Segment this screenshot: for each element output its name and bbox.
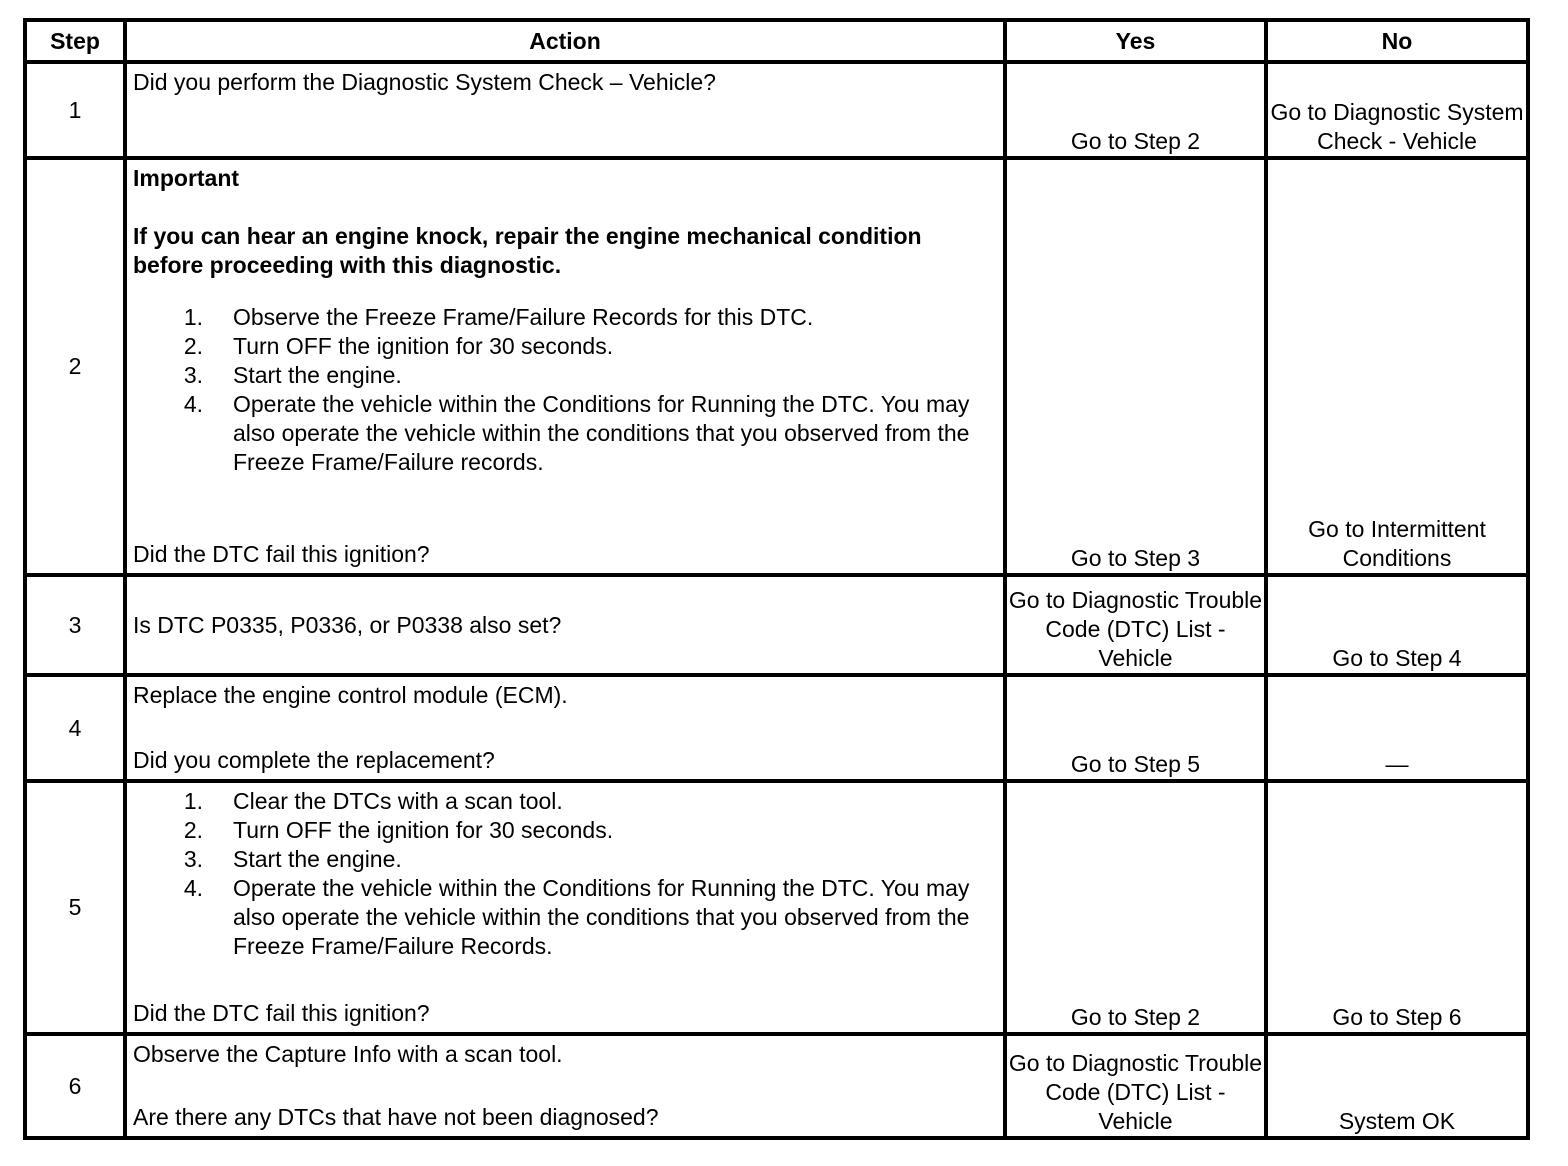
table-row (25, 1034, 1528, 1138)
no-result: Go to Step 4 (1266, 575, 1528, 675)
procedure-step-number: 2. (183, 333, 203, 359)
action-cell (125, 781, 1005, 1034)
no-result: System OK (1266, 1034, 1528, 1138)
no-result: — (1266, 675, 1528, 781)
yes-result: Go to Step 2 (1005, 781, 1266, 1034)
diagnostic-table (23, 18, 1530, 1140)
procedure-step-text: Operate the vehicle within the Conditions for Running the DTC. You may also operate the vehicle within the conditions that you observed from the Freeze Frame/Failure records. (233, 391, 970, 475)
procedure-step (133, 390, 997, 477)
yes-result: Go to Diagnostic Trouble Code (DTC) List - Vehicle (1005, 1034, 1266, 1138)
procedure-step-number: 4. (183, 391, 203, 417)
procedure-list (133, 787, 997, 961)
procedure-step (133, 787, 997, 816)
step-number: 5 (25, 781, 125, 1034)
header-row (25, 20, 1528, 62)
procedure-step (133, 874, 997, 961)
procedure-step-number: 3. (183, 362, 203, 388)
action-cell (125, 1034, 1005, 1138)
step-number: 6 (25, 1034, 125, 1138)
header-action: Action (125, 20, 1005, 62)
procedure-step (133, 845, 997, 874)
table-row (25, 575, 1528, 675)
procedure-step-number: 1. (183, 304, 203, 330)
step-number: 3 (25, 575, 125, 675)
header-yes: Yes (1005, 20, 1266, 62)
action-cell (125, 675, 1005, 781)
procedure-step-text: Observe the Freeze Frame/Failure Records for this DTC. (233, 304, 814, 330)
action-instruction: Observe the Capture Info with a scan tool. (133, 1041, 563, 1067)
procedure-step-number: 4. (183, 875, 203, 901)
action-cell (125, 158, 1005, 575)
action-question: Did you complete the replacement? (133, 747, 495, 773)
step-number: 2 (25, 158, 125, 575)
action-question: Are there any DTCs that have not been diagnosed? (133, 1104, 659, 1130)
procedure-step (133, 816, 997, 845)
no-result: Go to Step 6 (1266, 781, 1528, 1034)
action-question: Did the DTC fail this ignition? (133, 1000, 430, 1026)
procedure-step-text: Clear the DTCs with a scan tool. (233, 788, 563, 814)
procedure-step-number: 1. (183, 788, 203, 814)
procedure-step-text: Operate the vehicle within the Conditions for Running the DTC. You may also operate the vehicle within the conditions that you observed from the Freeze Frame/Failure Records. (233, 875, 970, 959)
procedure-step (133, 303, 997, 332)
table-row (25, 158, 1528, 575)
header-no: No (1266, 20, 1528, 62)
yes-result: Go to Step 2 (1005, 62, 1266, 158)
header-step: Step (25, 20, 125, 62)
table-row (25, 675, 1528, 781)
table-row (25, 62, 1528, 158)
yes-result: Go to Diagnostic Trouble Code (DTC) List - Vehicle (1005, 575, 1266, 675)
no-result: Go to Diagnostic System Check - Vehicle (1266, 62, 1528, 158)
action-question: Did you perform the Diagnostic System Check – Vehicle? (133, 69, 716, 95)
action-question: Did the DTC fail this ignition? (133, 541, 430, 567)
procedure-step-text: Start the engine. (233, 362, 402, 388)
procedure-step (133, 361, 997, 390)
step-number: 1 (25, 62, 125, 158)
action-cell (125, 62, 1005, 158)
procedure-list (133, 303, 997, 477)
yes-result: Go to Step 5 (1005, 675, 1266, 781)
procedure-step-text: Turn OFF the ignition for 30 seconds. (233, 333, 614, 359)
table-row (25, 781, 1528, 1034)
no-result: Go to Intermittent Conditions (1266, 158, 1528, 575)
yes-result: Go to Step 3 (1005, 158, 1266, 575)
procedure-step-number: 3. (183, 846, 203, 872)
important-text: If you can hear an engine knock, repair the engine mechanical condition before proceeding with this diagnostic. (133, 223, 922, 278)
step-number: 4 (25, 675, 125, 781)
action-instruction: Replace the engine control module (ECM). (133, 682, 568, 708)
procedure-step-number: 2. (183, 817, 203, 843)
important-title: Important (133, 165, 240, 191)
procedure-step-text: Start the engine. (233, 846, 402, 872)
action-question: Is DTC P0335, P0336, or P0338 also set? (133, 611, 562, 638)
action-cell (125, 575, 1005, 675)
procedure-step (133, 332, 997, 361)
procedure-step-text: Turn OFF the ignition for 30 seconds. (233, 817, 614, 843)
